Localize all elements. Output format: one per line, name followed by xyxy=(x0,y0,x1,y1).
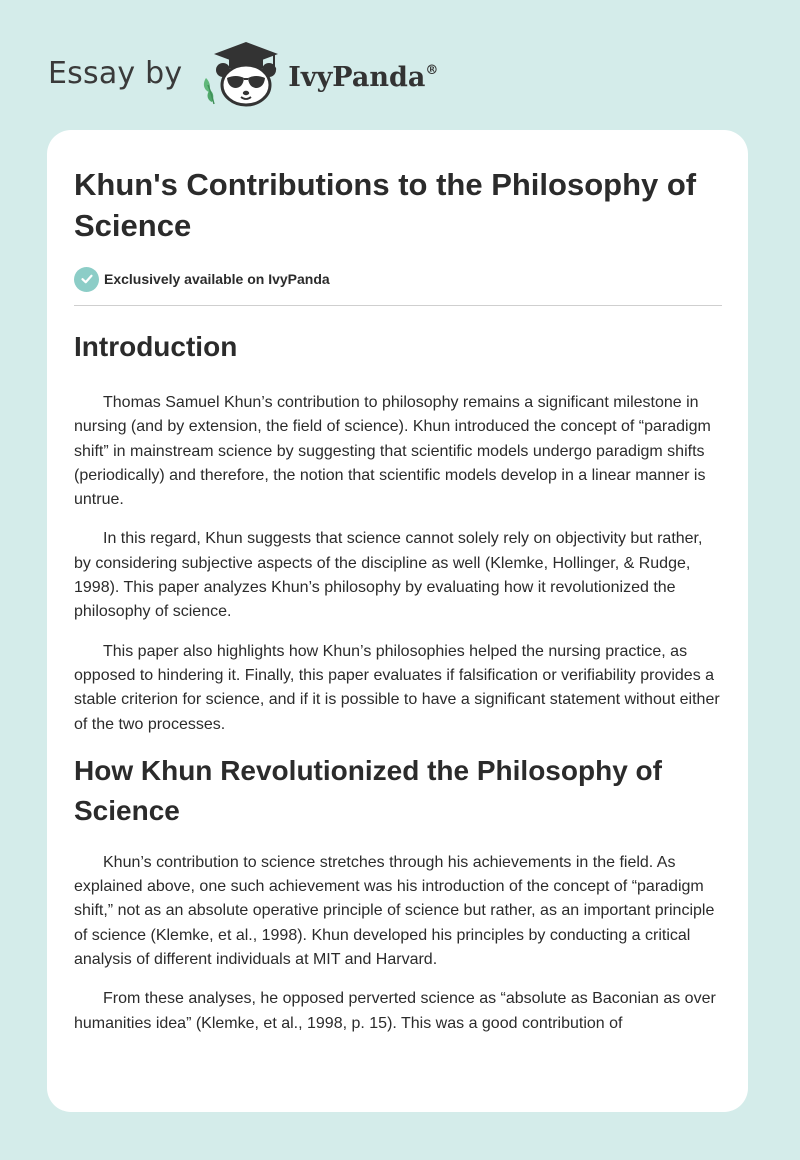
section-heading-revolution: How Khun Revolutionized the Philosophy of Science xyxy=(74,754,662,826)
paragraph: In this regard, Khun suggests that science cannot solely rely on objectivity but rather, by considering subjective aspects of the discipline as well (Klemke, Hollinger, & Rudge, 1998). This paper analyzes Khun’s philosophy by evaluating how it revolutionized the philosophy of science. xyxy=(74,530,703,621)
exclusive-badge-label: Exclusively available on IvyPanda xyxy=(104,271,330,287)
essay-card xyxy=(47,130,748,1112)
essay-title: Khun's Contributions to the Philosophy of Science xyxy=(74,167,697,243)
paragraph: From these analyses, he opposed perverted science as “absolute as Baconian as over humanities idea” (Klemke, et al., 1998, p. 15). This was a good contribution of xyxy=(74,990,716,1032)
panda-graduation-logo[interactable] xyxy=(196,38,284,108)
paragraph: Thomas Samuel Khun’s contribution to philosophy remains a significant milestone in nursing (and by extension, the field of science). Khun introduced the concept of “paradigm shift” in mainstream science by suggesting that scientific models undergo paradigm shifts (periodically) and therefore, the notion that scientific models develop in a linear manner is untrue. xyxy=(74,394,711,509)
paragraph: This paper also highlights how Khun’s philosophies helped the nursing practice, as opposed to hindering it. Finally, this paper evaluates if falsification or verifiability provides a stable criterion for science, and if it is possible to have a significant statement without either of the two processes. xyxy=(74,642,720,733)
check-icon xyxy=(74,267,99,292)
brand-name[interactable] xyxy=(288,62,438,93)
essay-by-label: Essay by xyxy=(48,55,183,91)
site-header xyxy=(48,38,438,108)
brand-text: IvyPanda xyxy=(288,61,426,93)
exclusive-badge xyxy=(74,266,722,292)
essay-content xyxy=(74,164,722,1036)
ivy-leaf-icon xyxy=(204,78,214,104)
divider xyxy=(74,305,722,306)
section-heading-introduction: Introduction xyxy=(74,331,238,362)
registered-mark: ® xyxy=(425,62,439,78)
paragraph: Khun’s contribution to science stretches through his achievements in the field. As explained above, one such achievement was his introduction of the concept of “paradigm shift,” not as an absolute operative principle of science but rather, as an important principle of science (Klemke, et al., 1998). Khun developed his principles by conducting a critical analysis of different individuals at MIT and Harvard. xyxy=(74,853,715,969)
